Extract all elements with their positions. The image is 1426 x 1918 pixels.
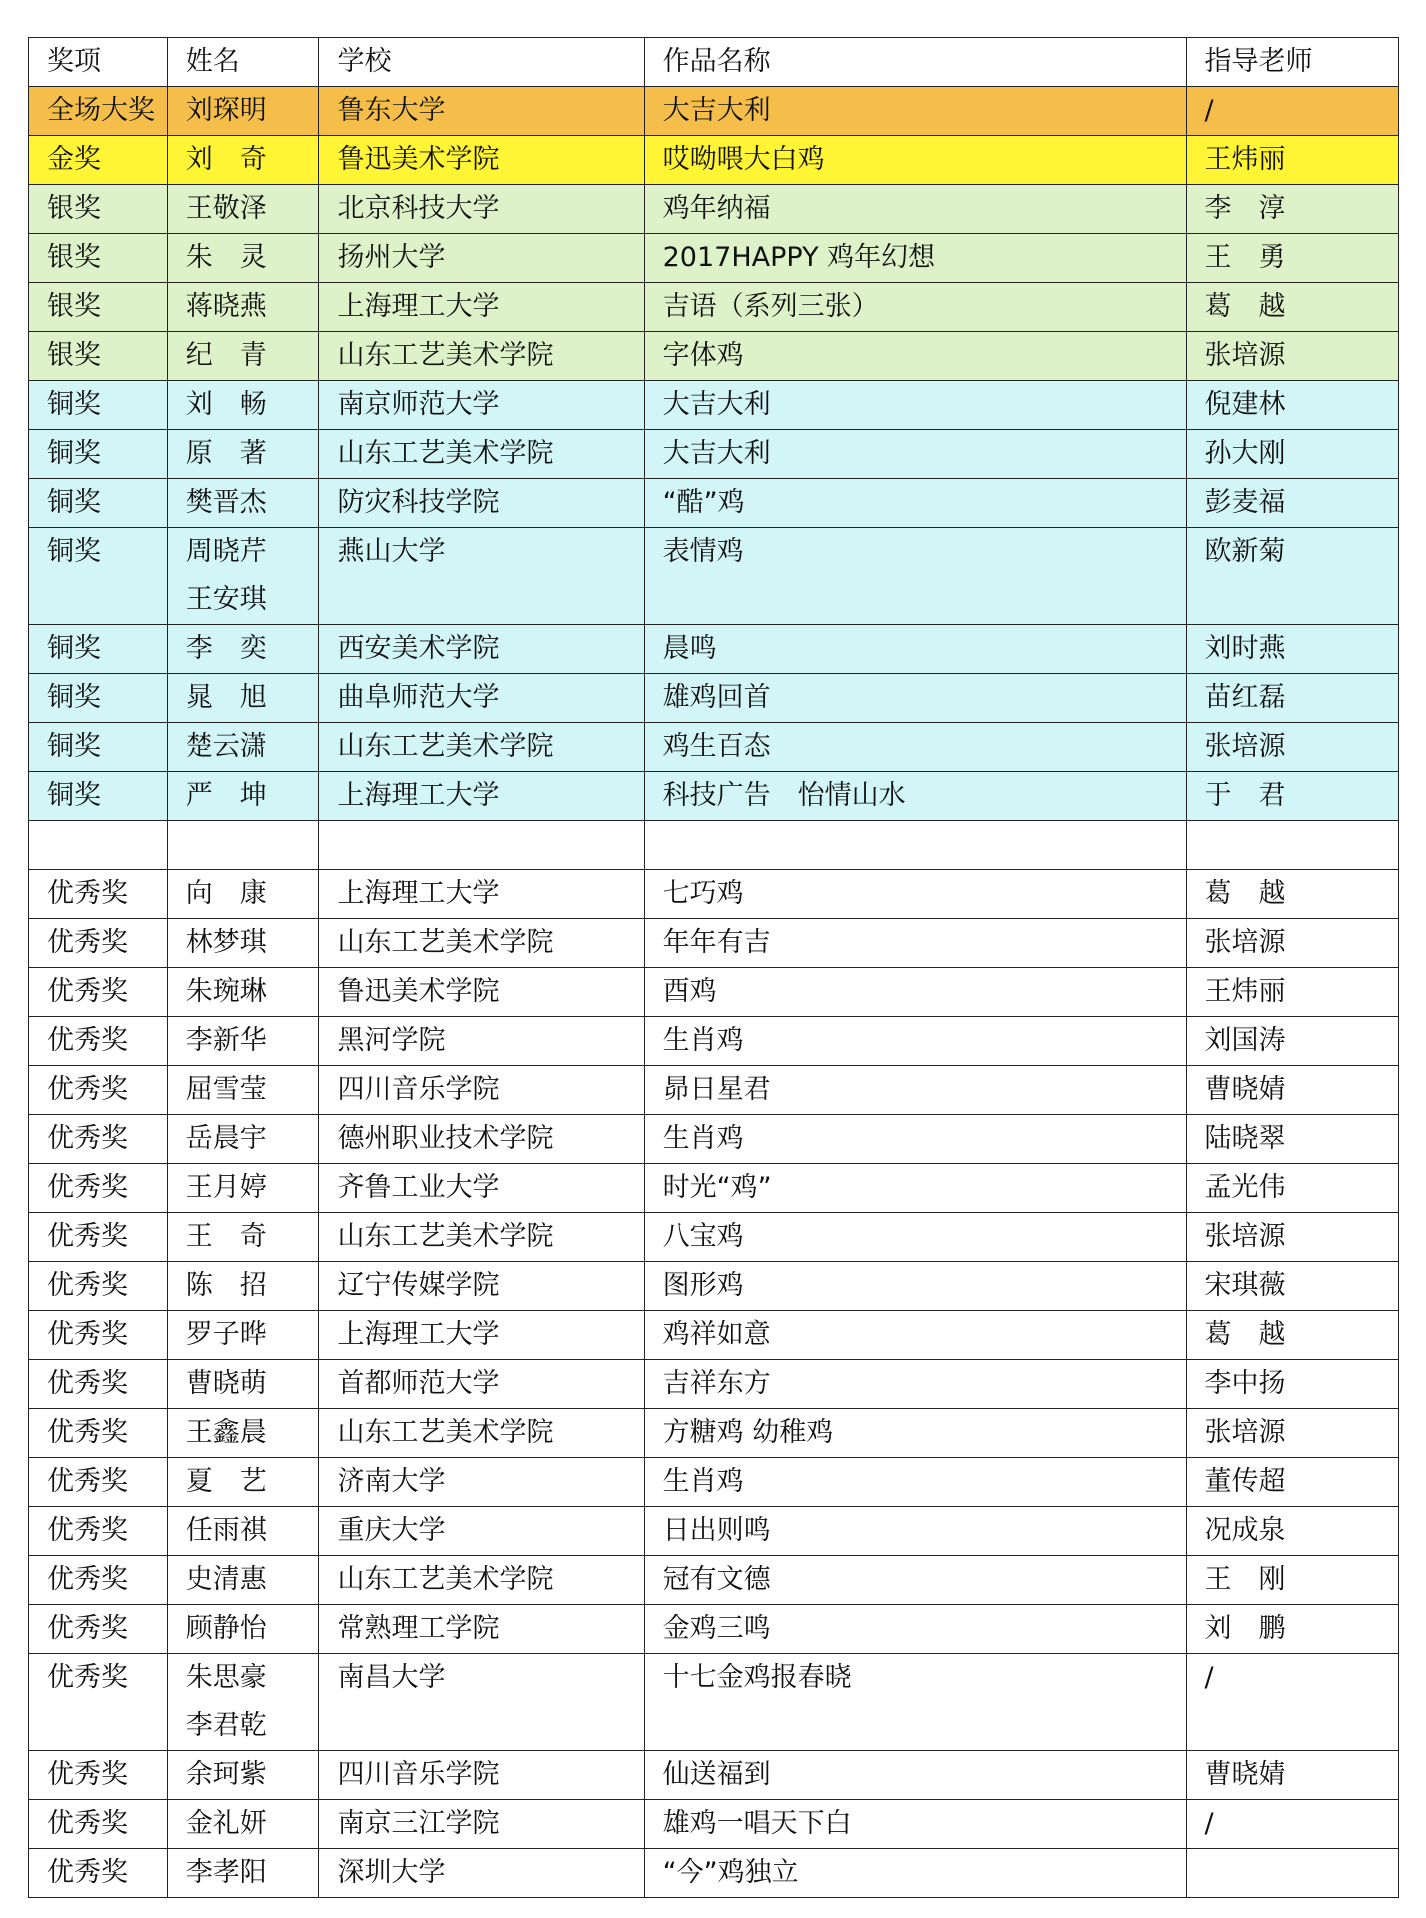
header-school: 学校 [319,38,644,87]
school-cell: 重庆大学 [319,1507,644,1556]
tutor-cell: 陆晓翠 [1186,1115,1398,1164]
tutor-cell: 葛 越 [1186,870,1398,919]
award-cell: 优秀奖 [29,1066,168,1115]
work-cell: 冠有文德 [644,1556,1186,1605]
school-cell: 首都师范大学 [319,1360,644,1409]
award-cell: 优秀奖 [29,1409,168,1458]
name-cell [167,870,319,919]
name-cell [167,1262,319,1311]
award-cell: 优秀奖 [29,1751,168,1800]
work-cell: 酉鸡 [644,968,1186,1017]
tutor-cell: 董传超 [1186,1458,1398,1507]
table-row [29,1409,1399,1458]
table-row [29,332,1399,381]
table-row [29,1507,1399,1556]
work-cell: 吉祥东方 [644,1360,1186,1409]
award-cell: 铜奖 [29,625,168,674]
winner-name: 王敬泽 [185,193,267,224]
award-cell: 铜奖 [29,674,168,723]
work-cell: 大吉大利 [644,87,1186,136]
table-header-row [29,38,1399,87]
work-cell: 哎呦喂大白鸡 [644,136,1186,185]
award-cell: 优秀奖 [29,1115,168,1164]
award-cell: 银奖 [29,283,168,332]
work-cell: 七巧鸡 [644,870,1186,919]
winner-name: 李 奕 [185,633,267,664]
award-results-table [28,37,1399,1898]
work-cell: 雄鸡回首 [644,674,1186,723]
award-cell: 优秀奖 [29,1556,168,1605]
name-cell [167,283,319,332]
name-cell [167,1066,319,1115]
school-cell: 山东工艺美术学院 [319,332,644,381]
winner-name: 王 奇 [185,1221,267,1252]
work-cell: 科技广告 怡情山水 [644,772,1186,821]
header-work: 作品名称 [644,38,1186,87]
school-cell: 鲁迅美术学院 [319,136,644,185]
school-cell: 齐鲁工业大学 [319,1164,644,1213]
award-cell: 优秀奖 [29,1164,168,1213]
table-row [29,1800,1399,1849]
table-row [29,1262,1399,1311]
school-cell: 南京三江学院 [319,1800,644,1849]
name-cell [167,821,319,870]
table-row [29,1751,1399,1800]
winner-name: 晁 旭 [185,682,267,713]
school-cell: 四川音乐学院 [319,1751,644,1800]
award-cell: 铜奖 [29,381,168,430]
tutor-cell: 欧新菊 [1186,528,1398,625]
name-cell [167,1458,319,1507]
school-cell: 济南大学 [319,1458,644,1507]
table-row [29,1164,1399,1213]
winner-name: 王安琪 [185,584,267,615]
work-cell: 方糖鸡 幼稚鸡 [644,1409,1186,1458]
winner-name: 任雨祺 [185,1515,267,1546]
winner-name: 夏 艺 [185,1466,267,1497]
work-cell: 鸡祥如意 [644,1311,1186,1360]
work-cell: 2017HAPPY 鸡年幻想 [644,234,1186,283]
winner-name: 王月婷 [185,1172,267,1203]
winner-name: 朱 灵 [185,242,267,273]
school-cell: 山东工艺美术学院 [319,1409,644,1458]
award-cell: 优秀奖 [29,1507,168,1556]
tutor-cell: 刘时燕 [1186,625,1398,674]
name-cell [167,1360,319,1409]
award-cell: 优秀奖 [29,1800,168,1849]
school-cell: 山东工艺美术学院 [319,1556,644,1605]
name-cell [167,674,319,723]
tutor-cell: 王 刚 [1186,1556,1398,1605]
tutor-cell: 李中扬 [1186,1360,1398,1409]
award-cell: 优秀奖 [29,1458,168,1507]
winner-name: 周晓芹 [185,536,267,567]
tutor-cell: 张培源 [1186,332,1398,381]
header-award: 奖项 [29,38,168,87]
name-cell [167,87,319,136]
name-cell [167,1017,319,1066]
school-cell: 辽宁传媒学院 [319,1262,644,1311]
school-cell: 德州职业技术学院 [319,1115,644,1164]
award-cell: 金奖 [29,136,168,185]
award-cell: 优秀奖 [29,1360,168,1409]
name-cell [167,1849,319,1898]
winner-name: 林梦琪 [185,927,267,958]
table-row [29,1115,1399,1164]
school-cell: 上海理工大学 [319,283,644,332]
work-cell: 吉语（系列三张） [644,283,1186,332]
tutor-cell: / [1186,87,1398,136]
school-cell [319,821,644,870]
name-cell [167,1556,319,1605]
school-cell: 防灾科技学院 [319,479,644,528]
winner-name: 金礼妍 [185,1808,267,1839]
winner-name: 王鑫晨 [185,1417,267,1448]
name-cell [167,185,319,234]
work-cell: 表情鸡 [644,528,1186,625]
table-row [29,625,1399,674]
work-cell: “今”鸡独立 [644,1849,1186,1898]
tutor-cell: 王 勇 [1186,234,1398,283]
tutor-cell: / [1186,1654,1398,1751]
award-cell: 优秀奖 [29,1849,168,1898]
table-row [29,674,1399,723]
tutor-cell: 彭麦福 [1186,479,1398,528]
winner-name: 向 康 [185,878,267,909]
table-row [29,723,1399,772]
school-cell: 上海理工大学 [319,772,644,821]
school-cell: 燕山大学 [319,528,644,625]
work-cell: 图形鸡 [644,1262,1186,1311]
work-cell: 日出则鸣 [644,1507,1186,1556]
school-cell: 北京科技大学 [319,185,644,234]
school-cell: 南昌大学 [319,1654,644,1751]
name-cell [167,968,319,1017]
tutor-cell: 苗红磊 [1186,674,1398,723]
school-cell: 鲁东大学 [319,87,644,136]
winner-name: 屈雪莹 [185,1074,267,1105]
work-cell: 时光“鸡” [644,1164,1186,1213]
award-cell: 银奖 [29,332,168,381]
winner-name: 樊晋杰 [185,487,267,518]
award-cell: 铜奖 [29,479,168,528]
work-cell: 生肖鸡 [644,1115,1186,1164]
school-cell: 西安美术学院 [319,625,644,674]
work-cell: 年年有吉 [644,919,1186,968]
work-cell: 金鸡三鸣 [644,1605,1186,1654]
name-cell [167,1800,319,1849]
name-cell [167,136,319,185]
winner-name: 顾静怡 [185,1613,267,1644]
tutor-cell: 宋琪薇 [1186,1262,1398,1311]
school-cell: 上海理工大学 [319,870,644,919]
award-cell: 优秀奖 [29,919,168,968]
award-cell: 银奖 [29,234,168,283]
winner-name: 朱思豪 [185,1662,267,1693]
table-row [29,1605,1399,1654]
winner-name: 朱琬琳 [185,976,267,1007]
name-cell [167,1507,319,1556]
table-row [29,381,1399,430]
award-cell: 全场大奖 [29,87,168,136]
winner-name: 余珂紫 [185,1759,267,1790]
school-cell: 曲阜师范大学 [319,674,644,723]
name-cell [167,1409,319,1458]
name-cell [167,772,319,821]
tutor-cell: 葛 越 [1186,283,1398,332]
name-cell [167,479,319,528]
award-cell [29,821,168,870]
winner-name: 纪 青 [185,340,267,371]
name-cell [167,723,319,772]
table-row [29,234,1399,283]
tutor-cell: 刘 鹏 [1186,1605,1398,1654]
winner-name: 曹晓萌 [185,1368,267,1399]
winner-name: 罗子晔 [185,1319,267,1350]
work-cell: 生肖鸡 [644,1017,1186,1066]
tutor-cell: 葛 越 [1186,1311,1398,1360]
table-row [29,185,1399,234]
work-cell: 大吉大利 [644,381,1186,430]
work-cell: 字体鸡 [644,332,1186,381]
name-cell [167,528,319,625]
award-cell: 优秀奖 [29,1213,168,1262]
name-cell [167,625,319,674]
work-cell: 仙送福到 [644,1751,1186,1800]
school-cell: 山东工艺美术学院 [319,1213,644,1262]
name-cell [167,332,319,381]
table-row [29,479,1399,528]
school-cell: 上海理工大学 [319,1311,644,1360]
school-cell: 扬州大学 [319,234,644,283]
name-cell [167,430,319,479]
winner-name: 楚云潇 [185,731,267,762]
winner-name: 史清惠 [185,1564,267,1595]
winner-name: 蒋晓燕 [185,291,267,322]
work-cell: 大吉大利 [644,430,1186,479]
tutor-cell: 张培源 [1186,919,1398,968]
name-cell [167,1213,319,1262]
award-cell: 优秀奖 [29,1311,168,1360]
table-body [29,87,1399,1898]
award-cell: 优秀奖 [29,1654,168,1751]
winner-name: 严 坤 [185,780,267,811]
name-cell [167,381,319,430]
school-cell: 山东工艺美术学院 [319,430,644,479]
award-cell: 银奖 [29,185,168,234]
award-cell: 铜奖 [29,528,168,625]
work-cell: 晨鸣 [644,625,1186,674]
tutor-cell [1186,821,1398,870]
table-row [29,1458,1399,1507]
winner-name: 刘 畅 [185,389,267,420]
award-cell: 优秀奖 [29,1262,168,1311]
table-row [29,1311,1399,1360]
table-row [29,430,1399,479]
work-cell: 八宝鸡 [644,1213,1186,1262]
school-cell: 四川音乐学院 [319,1066,644,1115]
tutor-cell: 王炜丽 [1186,968,1398,1017]
table-row [29,1017,1399,1066]
work-cell: “酷”鸡 [644,479,1186,528]
winner-name: 李孝阳 [185,1857,267,1888]
name-cell [167,1115,319,1164]
award-cell: 铜奖 [29,723,168,772]
award-cell: 铜奖 [29,772,168,821]
table-row [29,87,1399,136]
winner-name: 原 著 [185,438,267,469]
winner-name: 李君乾 [185,1710,267,1741]
name-cell [167,1605,319,1654]
tutor-cell: 张培源 [1186,1409,1398,1458]
header-name: 姓名 [167,38,319,87]
table-row [29,1360,1399,1409]
school-cell: 鲁迅美术学院 [319,968,644,1017]
table-row [29,1066,1399,1115]
tutor-cell: 王炜丽 [1186,136,1398,185]
work-cell: 雄鸡一唱天下白 [644,1800,1186,1849]
table-row [29,1556,1399,1605]
tutor-cell: 孟光伟 [1186,1164,1398,1213]
table-row [29,528,1399,625]
work-cell: 十七金鸡报春晓 [644,1654,1186,1751]
name-cell [167,1311,319,1360]
school-cell: 常熟理工学院 [319,1605,644,1654]
tutor-cell: 曹晓婧 [1186,1066,1398,1115]
tutor-cell: 于 君 [1186,772,1398,821]
school-cell: 山东工艺美术学院 [319,723,644,772]
tutor-cell: / [1186,1800,1398,1849]
name-cell [167,1751,319,1800]
award-cell: 优秀奖 [29,1017,168,1066]
winner-name: 刘 奇 [185,144,267,175]
name-cell [167,1654,319,1751]
name-cell [167,234,319,283]
table-row [29,968,1399,1017]
work-cell: 生肖鸡 [644,1458,1186,1507]
table-row [29,821,1399,870]
tutor-cell: 刘国涛 [1186,1017,1398,1066]
tutor-cell: 张培源 [1186,723,1398,772]
tutor-cell: 倪建林 [1186,381,1398,430]
work-cell: 昴日星君 [644,1066,1186,1115]
school-cell: 深圳大学 [319,1849,644,1898]
school-cell: 山东工艺美术学院 [319,919,644,968]
table-row [29,1654,1399,1751]
table-row [29,919,1399,968]
work-cell [644,821,1186,870]
header-tutor: 指导老师 [1186,38,1398,87]
tutor-cell: 李 淳 [1186,185,1398,234]
table-row [29,1849,1399,1898]
award-cell: 优秀奖 [29,968,168,1017]
award-cell: 优秀奖 [29,1605,168,1654]
table-row [29,136,1399,185]
tutor-cell: 孙大刚 [1186,430,1398,479]
name-cell [167,1164,319,1213]
table-row [29,1213,1399,1262]
name-cell [167,919,319,968]
tutor-cell: 张培源 [1186,1213,1398,1262]
winner-name: 岳晨宇 [185,1123,267,1154]
winner-name: 刘琛明 [185,95,267,126]
tutor-cell: 况成泉 [1186,1507,1398,1556]
table-row [29,870,1399,919]
work-cell: 鸡生百态 [644,723,1186,772]
school-cell: 南京师范大学 [319,381,644,430]
work-cell: 鸡年纳福 [644,185,1186,234]
school-cell: 黑河学院 [319,1017,644,1066]
winner-name: 李新华 [185,1025,267,1056]
winner-name: 陈 招 [185,1270,267,1301]
award-cell: 铜奖 [29,430,168,479]
tutor-cell [1186,1849,1398,1898]
tutor-cell: 曹晓婧 [1186,1751,1398,1800]
award-cell: 优秀奖 [29,870,168,919]
table-row [29,772,1399,821]
table-row [29,283,1399,332]
